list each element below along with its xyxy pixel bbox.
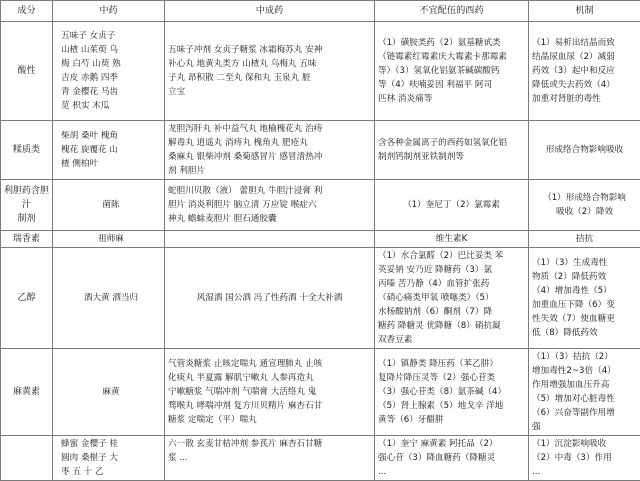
category-cell: 酸性 bbox=[1, 22, 53, 121]
table-row bbox=[1, 121, 640, 180]
header-incompatible-drugs: 不宜配伍的西药 bbox=[375, 1, 529, 22]
category-cell: 麻黄素 bbox=[1, 349, 53, 436]
drugs-cell: 含各种金属离子的西药如氢氧化铝 制剂钙制剂亚铁制剂等 bbox=[375, 121, 529, 180]
header-row bbox=[1, 1, 640, 22]
header-patent-medicine: 中成药 bbox=[165, 1, 375, 22]
drugs-cell: （1）奎尼丁（2）氯霉素 bbox=[375, 180, 529, 231]
patent-cell: 气管炎糖浆 止咳定喘丸 通宣理肺丸 止咳 化痰丸 半夏露 解肌宁嗽丸 人参再造丸 宁嗽糖浆 气喘冲剂 气喘膏 大活络丸 鬼 骛喉丸 哮喘冲剂 复方川贝精片 麻杏石甘 糖浆 定喘定（平）喘丸 bbox=[165, 349, 375, 436]
mechanism-cell: 拮抗 bbox=[529, 231, 640, 248]
drugs-cell: （1）镇静类 降压药（苯乙肼） 复降片降压灵等（2）强心苷类 （3）强心苷类（8）氨茶碱（4） （5）肾上腺素（5）地戈辛 洋地 黄等（6）牙醋肼 bbox=[375, 349, 529, 436]
patent-cell: 五味子冲剂 女贞子糖浆 冰霜梅苏丸 安神 补心丸 地黄丸类方 山楂丸 乌梅丸 五味 子丸 昂积散 二至丸 保和丸 玉泉丸 脏 立宝 bbox=[165, 22, 375, 121]
mechanism-cell: （1）沉淀影响吸收 （2）中毒（3）作用 ... bbox=[529, 436, 640, 481]
patent-cell bbox=[165, 231, 375, 248]
category-cell: 乙醇 bbox=[1, 248, 53, 349]
herbs-cell: 柴胡 桑叶 槐角 槐花 旋覆花 山 楂 侧柏叶 bbox=[53, 121, 165, 180]
patent-cell: 蛇胆川贝散（液） 蕾胆丸 牛胆汁浸膏 利 胆片 消炎利胆片 脑立清 万应锭 喉症六 神丸 蟾蜍麦胆片 胆石通胶囊 bbox=[165, 180, 375, 231]
mechanism-cell: （1）（3）拮抗（2） 增加毒性2~3倍（4） 作用增强加血压升高 （5）增加对心脏毒性 （6）兴奋等副作用增 强 bbox=[529, 349, 640, 436]
drugs-cell: （1）磺胺类药（2）氨基糖甙类 （链霉素红霉素庆大霉素卡那霉素 等）（3）氢氧化铝氨茶碱碳酸钙 等（4）呋喃妥因 利福平 阿司 匹林 消炎痛等 bbox=[375, 22, 529, 121]
mechanism-cell: （1）（3）生成毒性 物质（2）降低药效 （4）增加毒性（5） 加重血压下降（6）变 性失效（7）使血糖更 低（8）降低药效 bbox=[529, 248, 640, 349]
drugs-cell: 维生素K bbox=[375, 231, 529, 248]
mechanism-cell: 形成络合物影响吸收 bbox=[529, 121, 640, 180]
header-mechanism: 机制 bbox=[529, 1, 640, 22]
patent-cell: 六一散 玄麦甘桔冲剂 参芪片 麻杏石甘糖 浆 ... bbox=[165, 436, 375, 481]
herbs-cell: 五味子 女贞子 山楂 山茱萸 乌 梅 白芍 山萸 熟 吉皮 赤鹅 四季 青 金樱花 马齿 苋 枳实 木瓜 bbox=[53, 22, 165, 121]
table-row bbox=[1, 248, 640, 349]
header-category: 成分 bbox=[1, 1, 53, 22]
table-row bbox=[1, 436, 640, 481]
patent-cell: 龙胆泻肝丸 补中益气丸 地榆槐花丸 治痔 解毒丸 逍遥丸 消痔丸 槐角丸 肥疮丸 桑麻丸 银柴冲剂 桑菊感冒片 感冒清热冲 剂 利胆片 bbox=[165, 121, 375, 180]
mechanism-cell: （1）形成络合物影响 吸收（2）降效 bbox=[529, 180, 640, 231]
drugs-cell: （1）水合氯醛（2）巴比妥类 苯 英妥钠 安乃近 降糖药（3）氯 丙嗪 苦乃静（4）血管扩张药 （硝心痛类甲氧 喷噻类）（5） 水杨酸钠剂（6）酮剂（7）降 糖药 降糖灵 优降糖（8）硝抗凝 双香豆素 bbox=[375, 248, 529, 349]
mechanism-cell: （1）易析出结晶而致 结晶尿血尿（2）减弱 药效（3）起中和反应 降低或失去药效（4） 加重对肾脏的毒性 bbox=[529, 22, 640, 121]
category-cell bbox=[1, 436, 53, 481]
table-row bbox=[1, 349, 640, 436]
herbs-cell: 祖师麻 bbox=[53, 231, 165, 248]
header-herbs: 中药 bbox=[53, 1, 165, 22]
table-row bbox=[1, 180, 640, 231]
table-row bbox=[1, 22, 640, 121]
drugs-cell: （1）奎宁 麻黄素 阿托品（2） 强心苷（3）降血糖药（降糖灵 ... bbox=[375, 436, 529, 481]
category-cell: 糅质类 bbox=[1, 121, 53, 180]
herbs-cell: 菌陈 bbox=[53, 180, 165, 231]
herbs-cell: 蜂蜜 金樱子 桂 圆肉 桑椹子 大 枣 五 十 乙 bbox=[53, 436, 165, 481]
category-cell: 瑞香素 bbox=[1, 231, 53, 248]
herbs-cell: 酒大黄 酒当归 bbox=[53, 248, 165, 349]
patent-cell: 风湿酒 国公酒 冯了性药酒 十全大补酒 bbox=[165, 248, 375, 349]
category-cell: 利胆药含胆汁 制剂 bbox=[1, 180, 53, 231]
herbs-cell: 麻黄 bbox=[53, 349, 165, 436]
table-row bbox=[1, 231, 640, 248]
